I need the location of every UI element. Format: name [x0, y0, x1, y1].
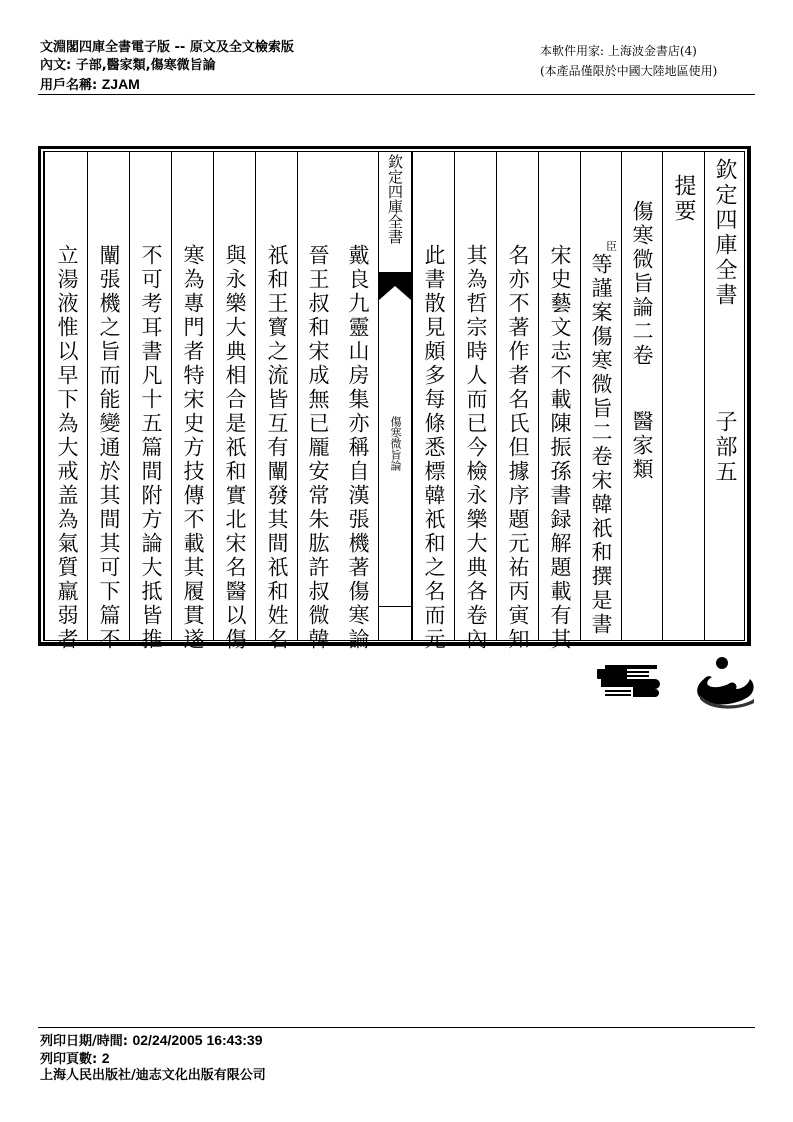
- print-pages: [40, 1049, 266, 1067]
- column-text-2: [538, 152, 580, 652]
- work-title: 傷寒微旨論二卷: [630, 200, 654, 368]
- header-left: [40, 39, 460, 93]
- text-line: 戴良九靈山房集亦稱自漢張機著傷寒論: [346, 244, 370, 652]
- book-title: 欽定四庫全書: [712, 158, 737, 308]
- work-category: 醫家類: [630, 410, 654, 482]
- column-book-title: [704, 152, 745, 640]
- text-line: 寒為專門者特宋史方技傳不載其履貫遂: [181, 244, 205, 652]
- column-work-title: [621, 152, 662, 640]
- center-fold-column: [378, 152, 412, 640]
- text-line: 名亦不著作者名氏但據序題元祐丙寅知: [506, 244, 530, 652]
- text-line: 祇和王寳之流皆互有闡發其間祇和姓名: [265, 244, 289, 652]
- column-text-6: [338, 152, 378, 652]
- publisher: 上海人民出版社/迪志文化出版有限公司: [40, 1068, 266, 1083]
- content-path-value: 子部,醫家類,傷寒微旨論: [75, 58, 216, 73]
- text-line: 不可考耳書凡十五篇間附方論大抵皆推: [139, 244, 163, 652]
- tiyao-heading: 提要: [671, 174, 696, 224]
- text-line: 闡張機之旨而能變通於其間其可下篇不: [97, 244, 121, 652]
- user-name: [40, 75, 460, 93]
- center-work-title: 傷寒微旨論: [389, 416, 402, 471]
- column-text-4: [454, 152, 496, 652]
- header-divider: [38, 94, 755, 95]
- section-label: 子部五: [712, 410, 737, 485]
- footer: [40, 1031, 266, 1085]
- text-line: 立湯液惟以早下為大戒盖為氣質羸弱者: [55, 244, 79, 652]
- text-line: 其為哲宗時人而已今檢永樂大典各卷內: [464, 244, 488, 652]
- publisher-logo-stripes-icon: [597, 663, 663, 699]
- print-datetime-label: 列印日期/時間:: [40, 1034, 128, 1049]
- column-text-7: [297, 152, 338, 652]
- header-right: [540, 41, 760, 81]
- content-label: 內文:: [40, 58, 72, 73]
- column-text-11: [129, 152, 171, 652]
- column-text-10: [171, 152, 213, 652]
- column-tiyao: [662, 152, 704, 640]
- print-pages-label: 列印頁數:: [40, 1052, 98, 1067]
- column-text-8: [255, 152, 297, 652]
- print-pages-value: 2: [101, 1050, 110, 1066]
- column-text-13: [44, 152, 87, 652]
- text-line: 等謹案傷寒微旨二卷宋韓祇和撰是書: [589, 253, 613, 637]
- column-text-12: [87, 152, 129, 652]
- app-title: 文淵閣四庫全書電子版 -- 原文及全文檢索版: [40, 40, 294, 55]
- content-path: [40, 57, 460, 75]
- licensee: 本軟件用家: 上海波金書店(4): [540, 44, 697, 58]
- center-divider: [379, 606, 411, 607]
- print-datetime: [40, 1031, 266, 1049]
- print-datetime-value: 02/24/2005 16:43:39: [132, 1032, 263, 1048]
- chen-note: 臣: [606, 240, 617, 253]
- column-text-9: [213, 152, 255, 652]
- region-note: (本產品僅限於中國大陸地區使用): [540, 64, 718, 78]
- footer-divider: [38, 1027, 755, 1028]
- publisher-logo-brush-icon: [690, 655, 758, 710]
- column-text-3: [496, 152, 538, 652]
- user-value: ZJAM: [101, 76, 140, 92]
- fishtail-icon: [379, 272, 411, 308]
- column-text-1: [580, 152, 621, 640]
- text-line: 晉王叔和宋成無已龎安常朱肱許叔微韓: [306, 244, 330, 652]
- text-line: 宋史藝文志不載陳振孫書録解題載有其: [548, 244, 572, 652]
- center-book-title: 欽定四庫全書: [386, 154, 404, 244]
- text-line: 此書散見頗多每條悉標韓祇和之名而元: [422, 244, 446, 652]
- text-line: 與永樂大典相合是祇和實北宋名醫以傷: [223, 244, 247, 652]
- user-label: 用戶名稱:: [40, 78, 98, 93]
- column-text-5: [412, 152, 454, 652]
